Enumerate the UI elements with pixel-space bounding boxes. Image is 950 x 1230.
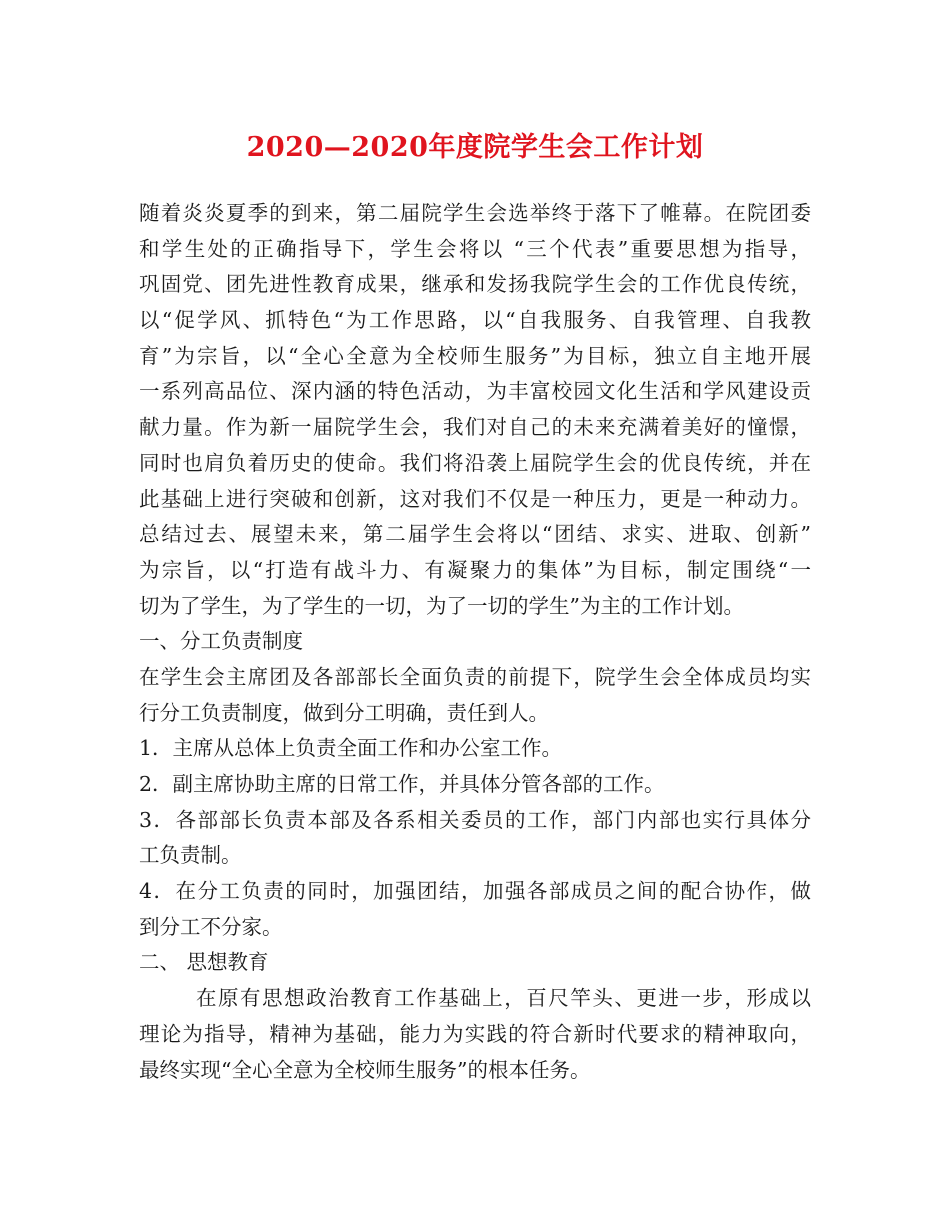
document-body: [139, 196, 811, 1088]
text-line: 在原有思想政治教育工作基础上，百尺竿头、更进一步，形成以: [196, 986, 811, 1011]
text-line: 为宗旨，以“打造有战斗力、有凝聚力的集体”为目标，制定围绕“一: [139, 557, 811, 582]
text-line: 2．副主席协助主席的日常工作，并具体分管各部的工作。: [139, 772, 665, 796]
text-line: 献力量。作为新一届院学生会，我们对自己的未来充满着美好的憧憬，: [139, 415, 811, 440]
text-line: 一系列高品位、深内涵的特色活动，为丰富校园文化生活和学风建设贡: [139, 379, 811, 404]
text-line: 到分工不分家。: [139, 914, 283, 939]
text-line: 在学生会主席团及各部部长全面负责的前提下，院学生会全体成员均实: [139, 664, 811, 689]
text-line: 理论为指导，精神为基础，能力为实践的符合新时代要求的精神取向，: [139, 1021, 811, 1046]
document-title: 2020—2020年度院学生会工作计划: [246, 132, 704, 163]
text-line: 1．主席从总体上负责全面工作和办公室工作。: [139, 736, 563, 761]
text-line: 一、分工负责制度: [139, 629, 303, 654]
text-line: 3．各部部长负责本部及各系相关委员的工作，部门内部也实行具体分: [139, 807, 811, 832]
text-line: 以“促学风、抓特色“为工作思路，以“自我服务、自我管理、自我教: [139, 308, 811, 333]
text-line: 总结过去、展望未来，第二届学生会将以“团结、求实、进取、创新”: [139, 522, 811, 547]
text-line: 4．在分工负责的同时，加强团结，加强各部成员之间的配合协作，做: [139, 879, 811, 904]
text-line: 巩固党、团先进性教育成果，继承和发扬我院学生会的工作优良传统，: [139, 272, 811, 297]
text-line: 行分工负责制度，做到分工明确，责任到人。: [139, 700, 549, 725]
text-line: 同时也肩负着历史的使命。我们将沿袭上届院学生会的优良传统，并在: [139, 450, 811, 475]
text-line: 和学生处的正确指导下，学生会将以 “三个代表”重要思想为指导，: [139, 236, 811, 261]
text-line: 切为了学生，为了学生的一切，为了一切的学生”为主的工作计划。: [139, 593, 744, 618]
text-line: 二、 思想教育: [139, 950, 269, 975]
text-line: 工负责制。: [139, 843, 242, 868]
text-line: 最终实现“全心全意为全校师生服务”的根本任务。: [139, 1057, 591, 1082]
text-line: 此基础上进行突破和创新，这对我们不仅是一种压力，更是一种动力。: [139, 486, 811, 511]
text-line: 随着炎炎夏季的到来，第二届院学生会选举终于落下了帷幕。在院团委: [139, 201, 811, 225]
text-line: 育”为宗旨，以“全心全意为全校师生服务”为目标，独立自主地开展: [139, 343, 811, 368]
